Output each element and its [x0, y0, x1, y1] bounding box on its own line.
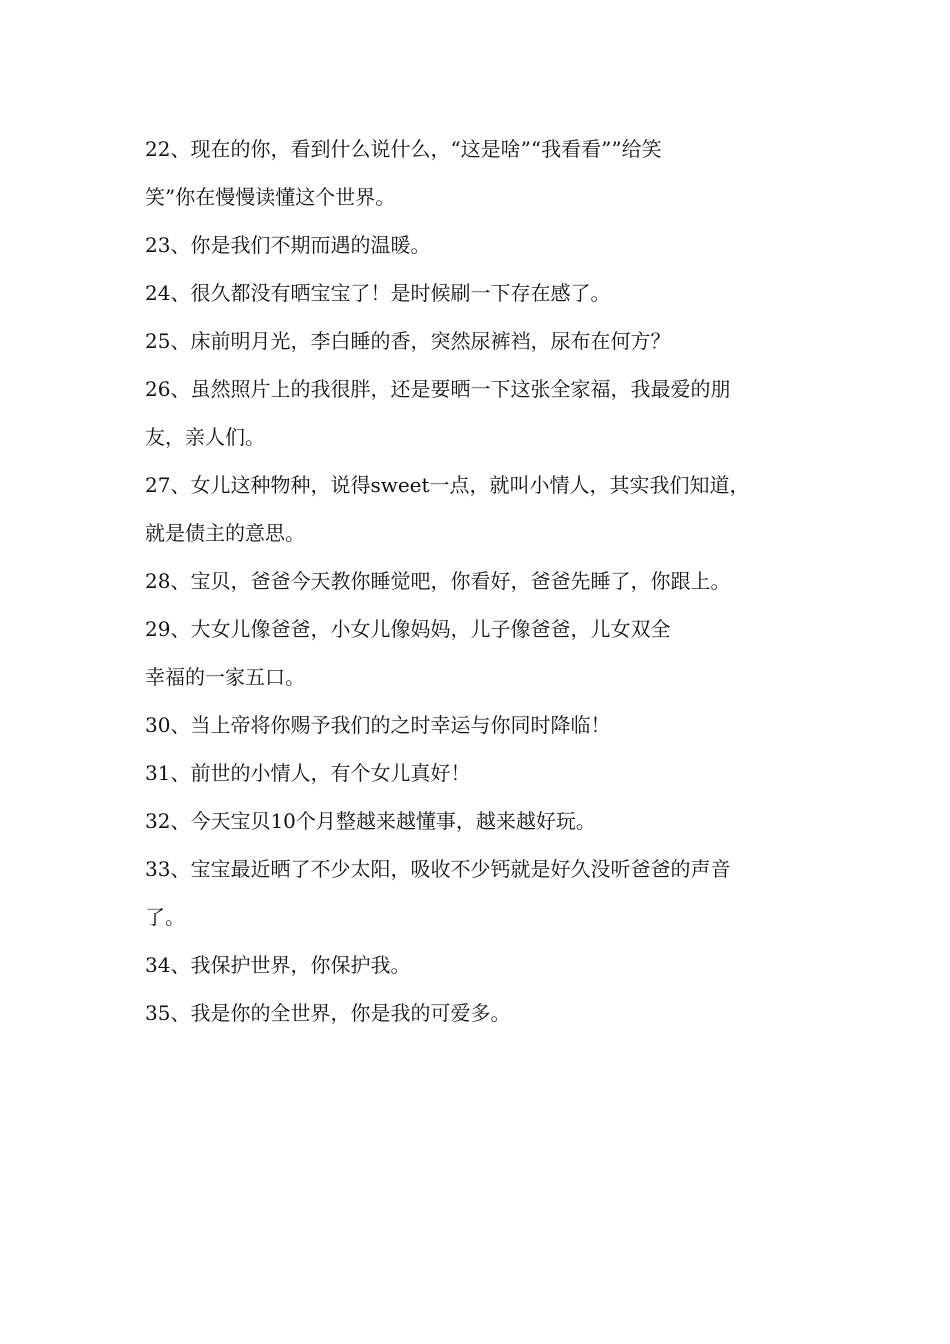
- text-line: 26、虽然照片上的我很胖，还是要晒一下这张全家福，我最爱的朋: [145, 377, 731, 401]
- text-line: 了。: [145, 905, 185, 929]
- text-line: 笑”你在慢慢读懂这个世界。: [145, 185, 396, 209]
- text-line: 友，亲人们。: [145, 425, 265, 449]
- text-line: 33、宝宝最近晒了不少太阳，吸收不少钙就是好久没听爸爸的声音: [145, 857, 731, 881]
- text-line: 31、前世的小情人，有个女儿真好！: [145, 761, 471, 785]
- text-line: 幸福的一家五口。: [145, 665, 305, 689]
- text-line: 34、我保护世界，你保护我。: [145, 953, 411, 977]
- text-line: 35、我是你的全世界，你是我的可爱多。: [145, 1001, 511, 1025]
- text-line: 23、你是我们不期而遇的温暖。: [145, 233, 431, 257]
- text-line: 24、很久都没有晒宝宝了！是时候刷一下存在感了。: [145, 281, 611, 305]
- text-line: 28、宝贝，爸爸今天教你睡觉吧，你看好，爸爸先睡了，你跟上。: [145, 569, 731, 593]
- text-line: 32、今天宝贝10个月整越来越懂事，越来越好玩。: [145, 809, 596, 833]
- text-line: 30、当上帝将你赐予我们的之时幸运与你同时降临！: [145, 713, 611, 737]
- text-line: 27、女儿这种物种，说得sweet一点，就叫小情人，其实我们知道，: [145, 473, 750, 497]
- text-line: 22、现在的你，看到什么说什么，“这是啥”“我看看””给笑: [145, 137, 662, 161]
- text-line: 就是债主的意思。: [145, 521, 305, 545]
- document-body: [145, 125, 805, 1037]
- text-line: 29、大女儿像爸爸，小女儿像妈妈，儿子像爸爸，儿女双全: [145, 617, 671, 641]
- text-line: 25、床前明月光，李白睡的香，突然尿裤裆，尿布在何方？: [145, 329, 671, 353]
